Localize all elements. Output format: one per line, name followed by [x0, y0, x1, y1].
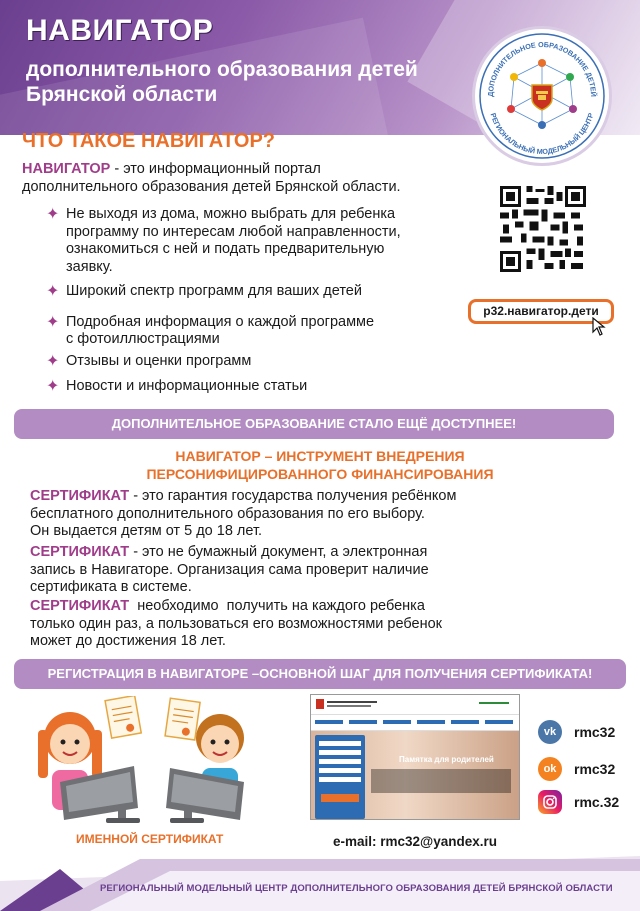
list-item-text: ознакомиться с ней и подать предварительную	[66, 241, 385, 257]
mouse-cursor-icon	[592, 317, 608, 337]
paragraph-text: только один раз, а пользоваться его возможностями ребенок	[30, 615, 443, 632]
page-title: НАВИГАТОР	[26, 14, 214, 47]
site-logo-icon	[316, 699, 324, 709]
page-subtitle-line: Брянской области	[26, 83, 218, 106]
list-item-text: Новости и информационные статьи	[66, 378, 308, 394]
paragraph-text: сертификата в системе.	[30, 579, 192, 595]
certificate-paragraph	[30, 598, 510, 651]
list-item	[46, 353, 466, 371]
intro-text: дополнительного образования детей Брянской области.	[22, 179, 401, 195]
site-header	[311, 695, 520, 715]
paragraph-text: - это гарантия государства получения ребёнком	[129, 488, 457, 504]
certificate-paragraph	[30, 544, 510, 597]
star-bullet-icon: ✦	[46, 206, 60, 223]
list-item-text: с фотоиллюстрациями	[66, 331, 220, 347]
list-item	[46, 206, 466, 276]
contact-email[interactable]: e-mail: rmc32@yandex.ru	[333, 834, 497, 849]
social-vk[interactable]	[538, 720, 615, 744]
list-item	[46, 378, 466, 396]
paragraph-text: - это не бумажный документ, а электронная	[129, 544, 428, 560]
instagram-icon	[538, 790, 562, 814]
list-item	[46, 283, 466, 301]
emblem-graphic	[475, 29, 609, 163]
page-subtitle-line: дополнительного образования детей	[26, 58, 418, 81]
intro-accent: НАВИГАТОР	[22, 161, 111, 177]
social-handle: rmc32	[574, 761, 616, 777]
star-bullet-icon: ✦	[46, 378, 60, 395]
paragraph-text: бесплатного дополнительного образования по его выбору.	[30, 505, 425, 522]
section-title-line: ПЕРСОНИФИЦИРОВАННОГО ФИНАНСИРОВАНИЯ	[146, 466, 494, 482]
site-banner-text: Памятка для родителей	[399, 755, 494, 764]
kids-caption: ИМЕННОЙ СЕРТИФИКАТ	[76, 832, 224, 846]
site-banner-caption	[371, 769, 511, 793]
intro-paragraph	[22, 160, 462, 196]
kids-with-computers-illustration	[30, 696, 280, 826]
social-handle: rmc32	[574, 724, 616, 740]
footer-decor	[0, 851, 640, 911]
section-title: ЧТО ТАКОЕ НАВИГАТОР?	[22, 130, 276, 152]
paragraph-text: Он выдается детям от 5 до 18 лет.	[30, 523, 263, 539]
social-instagram[interactable]	[538, 790, 619, 814]
paragraph-text: запись в Навигаторе. Организация сама проверит наличие	[30, 561, 429, 578]
features-list	[46, 206, 466, 396]
certificate-accent: СЕРТИФИКАТ	[30, 544, 130, 560]
star-bullet-icon: ✦	[46, 313, 60, 331]
odnoklassniki-icon: ok	[538, 757, 562, 781]
list-item-text: Широкий спектр программ для ваших детей	[66, 283, 362, 299]
footer-text: РЕГИОНАЛЬНЫЙ МОДЕЛЬНЫЙ ЦЕНТР ДОПОЛНИТЕЛЬНОГО ОБРАЗОВАНИЯ ДЕТЕЙ БРЯНСКОЙ ОБЛАСТИ	[100, 883, 613, 894]
portal-link-button[interactable]: р32.навигатор.дети	[468, 299, 614, 324]
certificate-accent: СЕРТИФИКАТ	[30, 488, 130, 504]
star-bullet-icon: ✦	[46, 352, 60, 370]
website-screenshot	[310, 694, 520, 820]
star-bullet-icon: ✦	[46, 283, 60, 300]
paragraph-text: может до достижения 18 лет.	[30, 633, 226, 649]
list-item-text: Отзывы и оценки программ	[66, 352, 252, 369]
certificate-icon	[165, 698, 200, 740]
site-nav-bar	[311, 715, 520, 731]
qr-code[interactable]	[500, 186, 586, 272]
vk-icon: vk	[538, 720, 562, 744]
site-search-panel	[315, 735, 365, 819]
social-handle: rmc.32	[574, 794, 620, 810]
paragraph-text: необходимо получить на каждого ребенка	[129, 598, 425, 614]
certificate-paragraph	[30, 488, 510, 541]
emblem-text-top: ДОПОЛНИТЕЛЬНОЕ ОБРАЗОВАНИЕ ДЕТЕЙ	[485, 39, 599, 97]
intro-text: - это информационный портал	[110, 161, 321, 177]
emblem-text-bottom: РЕГИОНАЛЬНЫЙ МОДЕЛЬНЫЙ ЦЕНТР	[488, 111, 596, 157]
highlight-banner: ДОПОЛНИТЕЛЬНОЕ ОБРАЗОВАНИЕ СТАЛО ЕЩЁ ДОСТУПНЕЕ!	[14, 409, 614, 439]
certificate-accent: СЕРТИФИКАТ	[30, 598, 130, 614]
list-item-text: Подробная информация о каждой программе	[66, 313, 375, 330]
section-title-line: НАВИГАТОР – ИНСТРУМЕНТ ВНЕДРЕНИЯ	[175, 448, 465, 464]
social-odnoklassniki[interactable]	[538, 757, 615, 781]
highlight-banner: РЕГИСТРАЦИЯ В НАВИГАТОРЕ –ОСНОВНОЙ ШАГ ДЛЯ ПОЛУЧЕНИЯ СЕРТИФИКАТА!	[14, 659, 626, 689]
section-title	[100, 447, 540, 483]
list-item-text: заявку.	[66, 258, 113, 275]
certificate-icon	[105, 696, 141, 738]
regional-center-emblem	[472, 26, 612, 166]
list-item	[46, 314, 466, 349]
list-item-text: Не выходя из дома, можно выбрать для ребенка	[66, 206, 396, 222]
list-item-text: программу по интересам любой направленности,	[66, 223, 401, 240]
